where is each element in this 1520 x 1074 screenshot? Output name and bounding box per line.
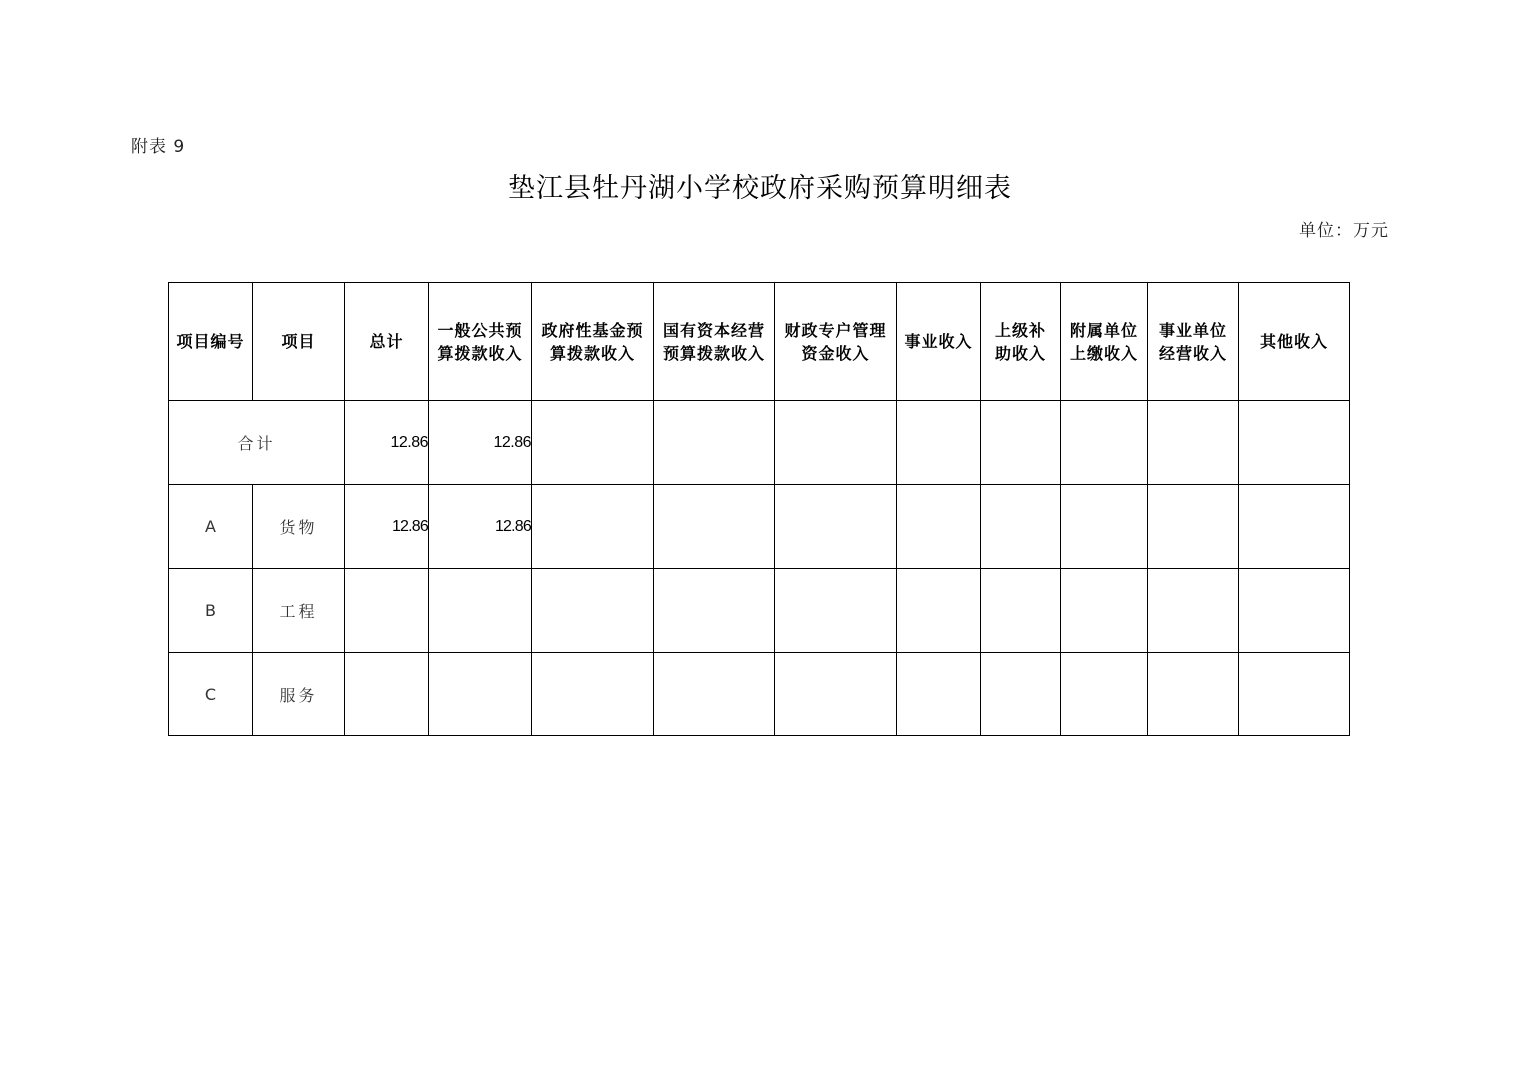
- row-total: [345, 653, 429, 736]
- header-code: 项目编号: [169, 283, 253, 401]
- empty-cell: [1061, 569, 1148, 653]
- header-item: 项目: [253, 283, 345, 401]
- empty-cell: [1148, 653, 1239, 736]
- empty-cell: [1148, 485, 1239, 569]
- header-state-capital: 国有资本经营 预算拨款收入: [654, 283, 775, 401]
- empty-cell: [775, 401, 897, 485]
- empty-cell: [775, 485, 897, 569]
- empty-cell: [775, 653, 897, 736]
- appendix-label: 附表 9: [131, 137, 186, 157]
- empty-cell: [981, 485, 1061, 569]
- header-gov-fund: 政府性基金预 算拨款收入: [532, 283, 654, 401]
- row-total: 12.86: [345, 485, 429, 569]
- row-total: [345, 569, 429, 653]
- total-row: [169, 401, 1350, 485]
- empty-cell: [1239, 569, 1350, 653]
- row-item: 工程: [253, 569, 345, 653]
- total-label: 合计: [169, 401, 345, 485]
- empty-cell: [532, 569, 654, 653]
- page-title: 垫江县牡丹湖小学校政府采购预算明细表: [508, 173, 1012, 204]
- empty-cell: [532, 401, 654, 485]
- header-business-income: 事业收入: [897, 283, 981, 401]
- row-general-budget: [429, 653, 532, 736]
- empty-cell: [981, 401, 1061, 485]
- table-row: [169, 485, 1350, 569]
- header-superior-subsidy: 上级补 助收入: [981, 283, 1061, 401]
- empty-cell: [1148, 401, 1239, 485]
- row-item: 货物: [253, 485, 345, 569]
- empty-cell: [1239, 401, 1350, 485]
- empty-cell: [532, 653, 654, 736]
- empty-cell: [981, 653, 1061, 736]
- header-other-income: 其他收入: [1239, 283, 1350, 401]
- empty-cell: [981, 569, 1061, 653]
- table-row: [169, 569, 1350, 653]
- header-affiliated-payment: 附属单位 上缴收入: [1061, 283, 1148, 401]
- empty-cell: [1061, 401, 1148, 485]
- procurement-budget-table: [168, 282, 1350, 736]
- empty-cell: [654, 569, 775, 653]
- empty-cell: [1239, 653, 1350, 736]
- total-cell-general-budget: 12.86: [429, 401, 532, 485]
- empty-cell: [897, 401, 981, 485]
- empty-cell: [775, 569, 897, 653]
- unit-label: 单位：万元: [1299, 221, 1389, 241]
- header-total: 总计: [345, 283, 429, 401]
- empty-cell: [897, 485, 981, 569]
- empty-cell: [1148, 569, 1239, 653]
- empty-cell: [654, 653, 775, 736]
- empty-cell: [1061, 485, 1148, 569]
- header-general-budget: 一般公共预 算拨款收入: [429, 283, 532, 401]
- header-special-account: 财政专户管理 资金收入: [775, 283, 897, 401]
- row-item: 服务: [253, 653, 345, 736]
- row-code: A: [169, 485, 253, 569]
- empty-cell: [532, 485, 654, 569]
- row-code: B: [169, 569, 253, 653]
- total-cell-total: 12.86: [345, 401, 429, 485]
- empty-cell: [654, 485, 775, 569]
- empty-cell: [897, 569, 981, 653]
- empty-cell: [654, 401, 775, 485]
- header-row: [169, 283, 1350, 401]
- row-general-budget: [429, 569, 532, 653]
- row-code: C: [169, 653, 253, 736]
- row-general-budget: 12.86: [429, 485, 532, 569]
- empty-cell: [897, 653, 981, 736]
- table-row: [169, 653, 1350, 736]
- empty-cell: [1061, 653, 1148, 736]
- header-operating-income: 事业单位 经营收入: [1148, 283, 1239, 401]
- empty-cell: [1239, 485, 1350, 569]
